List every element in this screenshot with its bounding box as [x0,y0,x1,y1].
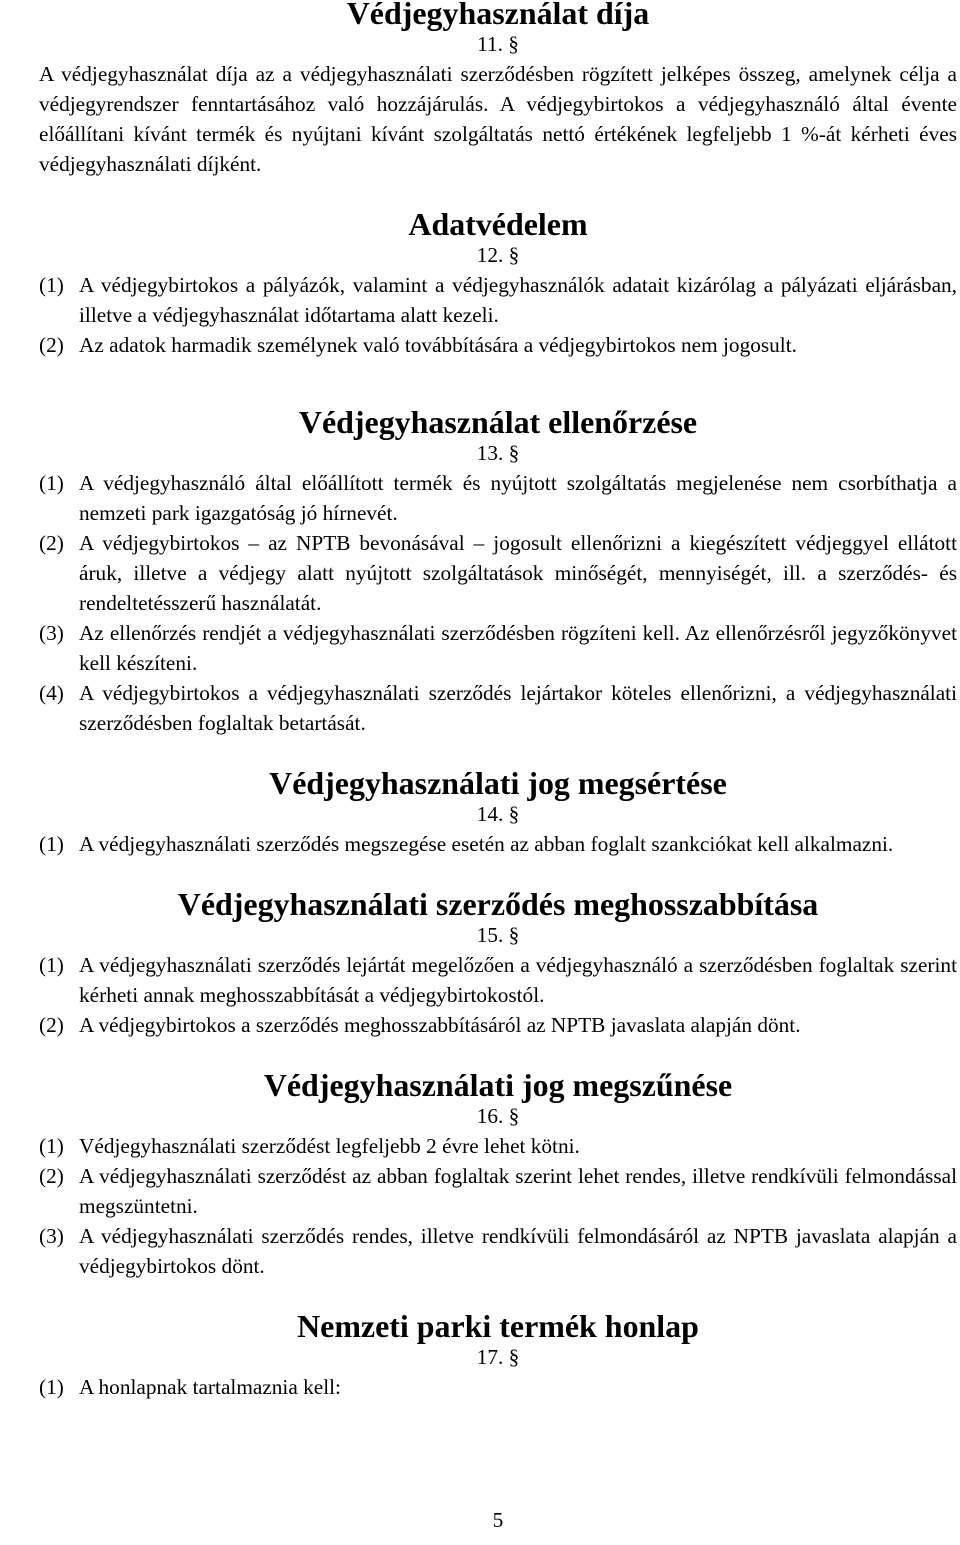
item-text: A védjegyhasználati szerződés rendes, illetve rendkívüli felmondásáról az NPTB javaslata alapján a védjegybirtokos dönt. [79,1224,957,1278]
section-number: 13. § [476,441,520,465]
list-item [39,1372,957,1402]
item-text: Védjegyhasználati szerződést legfeljebb 2 évre lehet kötni. [79,1134,580,1158]
list-item [39,330,957,360]
section-number: 12. § [476,243,520,267]
item-text: A védjegyhasználati szerződést az abban foglaltak szerint lehet rendes, illetve rendkívüli felmondással megszüntetni. [79,1164,957,1218]
item-number: (1) [39,471,64,495]
section-number: 17. § [476,1345,520,1369]
list-item [39,1221,957,1281]
item-number: (2) [39,1164,64,1188]
item-number: (1) [39,273,64,297]
list-item [39,678,957,738]
section-title: Védjegyhasználati szerződés meghosszabbítása [177,887,819,922]
item-text: A védjegyhasználati szerződés megszegése esetén az abban foglalt szankciókat kell alkalmazni. [79,832,894,856]
item-text: A védjegybirtokos a védjegyhasználati szerződés lejártakor köteles ellenőrizni, a védjegyhasználati szerződésben foglaltak betartását. [79,681,957,735]
section-number: 15. § [476,923,520,947]
list-item [39,950,957,1010]
section-paragraph: A védjegyhasználat díja az a védjegyhasználati szerződésben rögzített jelképes összeg, amelynek célja a védjegyrendszer fenntartásához való hozzájárulás. A védjegybirtokos a védjegyhasználó által évente előállítani kívánt termék és nyújtani kívánt szolgáltatás nettó értékének legfeljebb 1 %-át kérheti éves védjegyhasználati díjként. [39,62,957,176]
section-number: 14. § [476,802,520,826]
item-text: A védjegyhasználati szerződés lejártát megelőzően a védjegyhasználó a szerződésben foglaltak szerint kérheti annak meghosszabbítását a védjegybirtokostól. [79,953,957,1007]
item-number: (1) [39,1375,64,1399]
item-text: A védjegybirtokos a szerződés meghosszabbításáról az NPTB javaslata alapján dönt. [79,1013,801,1037]
section-number: 16. § [476,1104,520,1128]
item-number: (2) [39,1013,64,1037]
item-text: A honlapnak tartalmaznia kell: [79,1375,341,1399]
document-page [39,0,957,1532]
section-number: 11. § [477,32,519,56]
list-item [39,618,957,678]
section-title: Védjegyhasználati jog megsértése [269,766,727,801]
page-number: 5 [492,1508,504,1532]
item-number: (3) [39,1224,64,1248]
list-item [39,270,957,330]
item-number: (3) [39,621,64,645]
item-number: (4) [39,681,64,705]
item-text: Az ellenőrzés rendjét a védjegyhasználati szerződésben rögzíteni kell. Az ellenőrzésről jegyzőkönyvet kell készíteni. [79,621,957,675]
list-item [39,528,957,618]
item-number: (2) [39,531,64,555]
item-text: A védjegyhasználó által előállított termék és nyújtott szolgáltatás megjelenése nem csorbíthatja a nemzeti park igazgatóság jó hírnevét. [79,471,957,525]
item-number: (1) [39,832,64,856]
list-item [39,1161,957,1221]
item-text: A védjegybirtokos a pályázók, valamint a védjegyhasználók adatait kizárólag a pályázati eljárásban, illetve a védjegyhasználat időtartama alatt kezeli. [79,273,957,327]
section-title: Adatvédelem [408,207,588,242]
item-number: (2) [39,333,64,357]
section-title: Nemzeti parki termék honlap [297,1309,699,1344]
list-item [39,1010,957,1040]
list-item [39,1131,957,1161]
item-number: (1) [39,953,64,977]
section-title: Védjegyhasználati jog megszűnése [263,1068,733,1103]
item-text: Az adatok harmadik személynek való továbbítására a védjegybirtokos nem jogosult. [79,333,797,357]
item-text: A védjegybirtokos – az NPTB bevonásával – jogosult ellenőrizni a kiegészített védjeggyel ellátott áruk, illetve a védjegy alatt nyújtott szolgáltatások minőségét, mennyiségét, ill. a szerződés- és rendeltetésszerű használatát. [79,531,957,615]
section-title: Védjegyhasználat ellenőrzése [298,405,698,440]
list-item [39,829,957,859]
item-number: (1) [39,1134,64,1158]
list-item [39,468,957,528]
section-title: Védjegyhasználat díja [346,0,650,31]
